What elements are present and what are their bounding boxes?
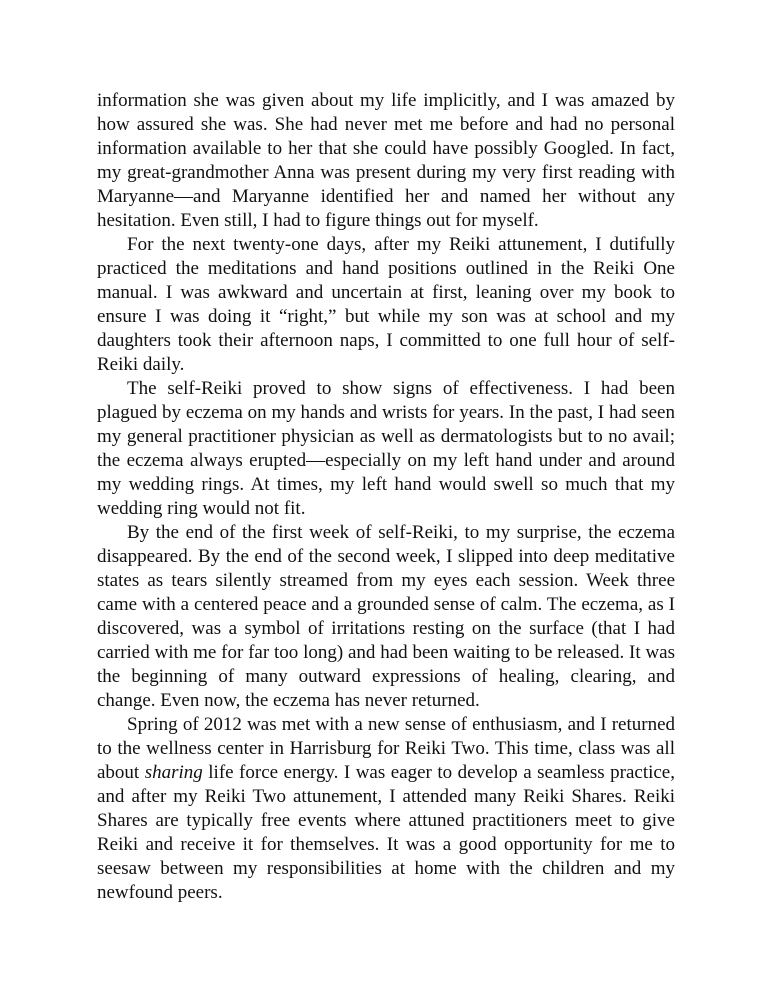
- page-body: [97, 89, 675, 905]
- paragraph-5-text-end: life force energy. I was eager to develop a seamless practice, and after my Reiki Two attunement, I attended many Reiki Shares. Reiki Shares are typically free events where attuned practitioners meet to give Reiki and receive it for themselves. It was a good opportunity for me to seesaw between my responsibilities at home with the children and my newfound peers.: [97, 762, 675, 903]
- paragraph-3: The self-Reiki proved to show signs of effectiveness. I had been plagued by eczema on my hands and wrists for years. In the past, I had seen my general practitioner physician as well as dermatologists but to no avail; the eczema always erupted—especially on my left hand under and around my wedding rings. At times, my left hand would swell so much that my wedding ring would not fit.: [97, 378, 675, 519]
- paragraph-5-text-start: Spring of 2012 was met with a new sense of enthusiasm, and I returned to the wellness center in Harrisburg for Reiki Two. This time, class was all about: [97, 714, 675, 783]
- paragraph-2: For the next twenty-one days, after my Reiki attunement, I dutifully practiced the meditations and hand positions outlined in the Reiki One manual. I was awkward and uncertain at first, leaning over my book to ensure I was doing it “right,” but while my son was at school and my daughters took their afternoon naps, I committed to one full hour of self-Reiki daily.: [97, 234, 675, 375]
- paragraph-5: [97, 713, 675, 905]
- emphasized-word: sharing: [144, 762, 203, 783]
- paragraph-4: By the end of the first week of self-Reiki, to my surprise, the eczema disappeared. By the end of the second week, I slipped into deep meditative states as tears silently streamed from my eyes each session. Week three came with a centered peace and a grounded sense of calm. The eczema, as I discovered, was a symbol of irritations resting on the surface (that I had carried with me for far too long) and had been waiting to be released. It was the beginning of many outward expressions of healing, clearing, and change. Even now, the eczema has never returned.: [97, 522, 675, 711]
- paragraph-1: information she was given about my life implicitly, and I was amazed by how assured she was. She had never met me before and had no personal information available to her that she could have possibly Googled. In fact, my great-grandmother Anna was present during my very first reading with Maryanne—and Maryanne identified her and named her without any hesitation. Even still, I had to figure things out for myself.: [97, 90, 675, 231]
